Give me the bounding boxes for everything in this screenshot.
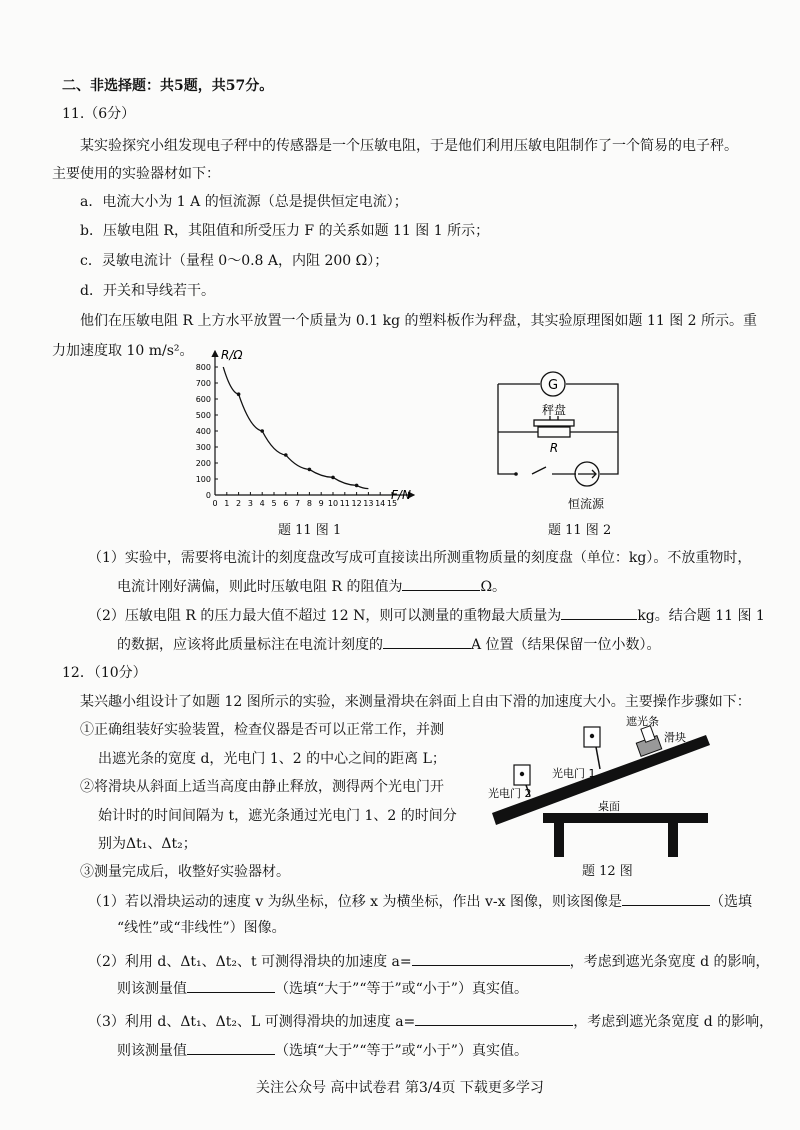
x-axis-label: F/N: [391, 488, 411, 502]
x-tick-label: 4: [259, 499, 265, 508]
q12-sub1-line1: （1）若以滑块运动的速度 v 为纵坐标，位移 x 为横坐标，作出 v-x 图像，则该图像是 （选填: [88, 891, 752, 912]
answer-blank-current[interactable]: [383, 634, 471, 649]
q11-para-line2: 力加速度取 10 m/s²。: [52, 343, 194, 359]
answer-blank-accel-t[interactable]: [412, 951, 570, 966]
x-tick-label: 15: [386, 499, 398, 508]
data-point: [237, 392, 241, 396]
gate2-label: 光电门 2: [488, 787, 532, 800]
fig11-1-caption: 题 11 图 1: [278, 523, 342, 538]
chart-r-vs-f: [190, 345, 420, 515]
x-tick-label: 0: [212, 499, 218, 508]
q12-step2-a: ②将滑块从斜面上适当高度由静止释放，测得两个光电门开: [80, 779, 444, 795]
q11-intro-line2: 主要使用的实验器材如下：: [52, 166, 220, 182]
q12-number: 12．（10分）: [62, 665, 147, 681]
q11-sub1-line1: （1）实验中，需要将电流计的刻度盘改写成可直接读出所测重物质量的刻度盘（单位：kg）。不放重物时，: [88, 550, 752, 566]
table-top: [543, 813, 708, 823]
x-tick-label: 2: [236, 499, 242, 508]
q11-intro-line1: 某实验探究小组发现电子秤中的传感器是一个压敏电阻，于是他们利用压敏电阻制作了一个简易的电子秤。: [80, 138, 738, 154]
x-tick-label: 14: [375, 499, 386, 508]
y-tick-label: 300: [195, 443, 211, 452]
q11-sub2-line2: 的数据，应该将此质量标注在电流计刻度的 A 位置（结果保留一位小数）。: [117, 634, 661, 655]
y-tick-label: 100: [195, 475, 211, 484]
x-tick-label: 1: [224, 499, 230, 508]
q12-step3: ③测量完成后，收整好实验器材。: [80, 864, 290, 880]
q11-sub1-line2: 电流计刚好满偏，则此时压敏电阻 R 的阻值为 Ω。: [117, 576, 506, 597]
fig12-caption: 题 12 图: [582, 864, 633, 879]
x-tick-label: 7: [295, 499, 301, 508]
q11-item-c: c．灵敏电流计（量程 0～0.8 A，内阻 200 Ω）；: [80, 253, 389, 269]
answer-blank-linearity[interactable]: [622, 891, 710, 906]
y-tick-label: 700: [195, 379, 211, 388]
q11-item-b: b．压敏电阻 R，其阻值和所受压力 F 的关系如题 11 图 1 所示；: [80, 223, 490, 239]
answer-blank-compare-2[interactable]: [187, 1040, 275, 1055]
data-point: [355, 484, 359, 488]
x-tick-label: 12: [351, 499, 362, 508]
answer-blank-compare-1[interactable]: [187, 978, 275, 993]
section-header: 二、非选择题：共5题，共57分。: [62, 78, 274, 94]
q12-sub3-line2: 则该测量值 （选填“大于”“等于”或“小于”）真实值。: [117, 1040, 528, 1061]
q11-para-line1: 他们在压敏电阻 R 上方水平放置一个质量为 0.1 kg 的塑料板作为秤盘，其实验原理图如题 11 图 2 所示。重: [80, 313, 758, 329]
fig11-2-caption: 题 11 图 2: [548, 523, 612, 538]
x-tick-label: 5: [271, 499, 277, 508]
q11-sub2-line1: （2）压敏电阻 R 的压力最大值不超过 12 N，则可以测量的重物最大质量为 kg。结合题 11 图 1: [88, 605, 765, 626]
y-axis-label: R/Ω: [221, 348, 243, 362]
q11-item-d: d．开关和导线若干。: [80, 283, 215, 299]
slider-label: 滑块: [664, 731, 686, 744]
x-tick-label: 10: [327, 499, 339, 508]
shading-strip: [641, 726, 655, 743]
table-leg-left: [554, 823, 564, 857]
y-tick-label: 600: [195, 395, 211, 404]
q11-item-a: a．电流大小为 1 A 的恒流源（总是提供恒定电流）；: [80, 194, 408, 210]
x-tick-label: 6: [283, 499, 289, 508]
circuit-diagram: [490, 370, 630, 520]
answer-blank-resistance[interactable]: [402, 576, 480, 591]
y-tick-label: 800: [195, 363, 211, 372]
q12-sub2-line2: 则该测量值 （选填“大于”“等于”或“小于”）真实值。: [117, 978, 528, 999]
x-tick-label: 3: [247, 499, 253, 508]
q12-step2-b: 始计时的时间间隔为 t，遮光条通过光电门 1、2 的时间分: [98, 808, 457, 824]
answer-blank-max-mass[interactable]: [561, 605, 637, 620]
incline-diagram: [488, 705, 718, 860]
table-label: 桌面: [598, 800, 620, 813]
source-label: 恒流源: [567, 497, 605, 511]
x-tick-label: 13: [363, 499, 374, 508]
data-point: [308, 468, 312, 472]
data-point: [260, 429, 264, 433]
x-tick-label: 8: [306, 499, 312, 508]
x-tick-label: 11: [339, 499, 350, 508]
x-tick-label: 9: [318, 499, 324, 508]
data-point: [284, 453, 288, 457]
resistor-label: R: [549, 441, 559, 455]
y-tick-label: 200: [195, 459, 211, 468]
q12-sub2-line1: （2）利用 d、Δt₁、Δt₂、t 可测得滑块的加速度 a= ，考虑到遮光条宽度 d 的影响，: [88, 951, 770, 972]
data-point: [331, 476, 335, 480]
q12-step1-b: 出遮光条的宽度 d，光电门 1、2 的中心之间的距离 L；: [98, 751, 446, 767]
q12-step1-a: ①正确组装好实验装置，检查仪器是否可以正常工作，并测: [80, 722, 444, 738]
q11-number: 11.（6分）: [62, 106, 136, 122]
gate1-label: 光电门 1: [552, 767, 596, 780]
q12-sub3-line1: （3）利用 d、Δt₁、Δt₂、L 可测得滑块的加速度 a= ，考虑到遮光条宽度 d 的影响，: [88, 1011, 773, 1032]
page-footer: 关注公众号 高中试卷君 第3/4页 下载更多学习: [256, 1080, 544, 1096]
table-leg-right: [668, 823, 678, 857]
y-tick-label: 500: [195, 411, 211, 420]
series-curve: [223, 367, 368, 489]
y-tick-label: 0: [205, 491, 211, 500]
q12-step2-c: 别为Δt₁、Δt₂；: [98, 836, 197, 852]
y-tick-label: 400: [195, 427, 211, 436]
answer-blank-accel-l[interactable]: [415, 1011, 573, 1026]
q12-sub1-line2: “线性”或“非线性”）图像。: [117, 920, 286, 936]
strip-label: 遮光条: [626, 715, 659, 728]
pan-label: 秤盘: [541, 403, 567, 417]
q12-intro: 某兴趣小组设计了如题 12 图所示的实验，来测量滑块在斜面上自由下滑的加速度大小。主要操作步骤如下：: [80, 694, 751, 710]
galvanometer-label: G: [547, 378, 559, 393]
